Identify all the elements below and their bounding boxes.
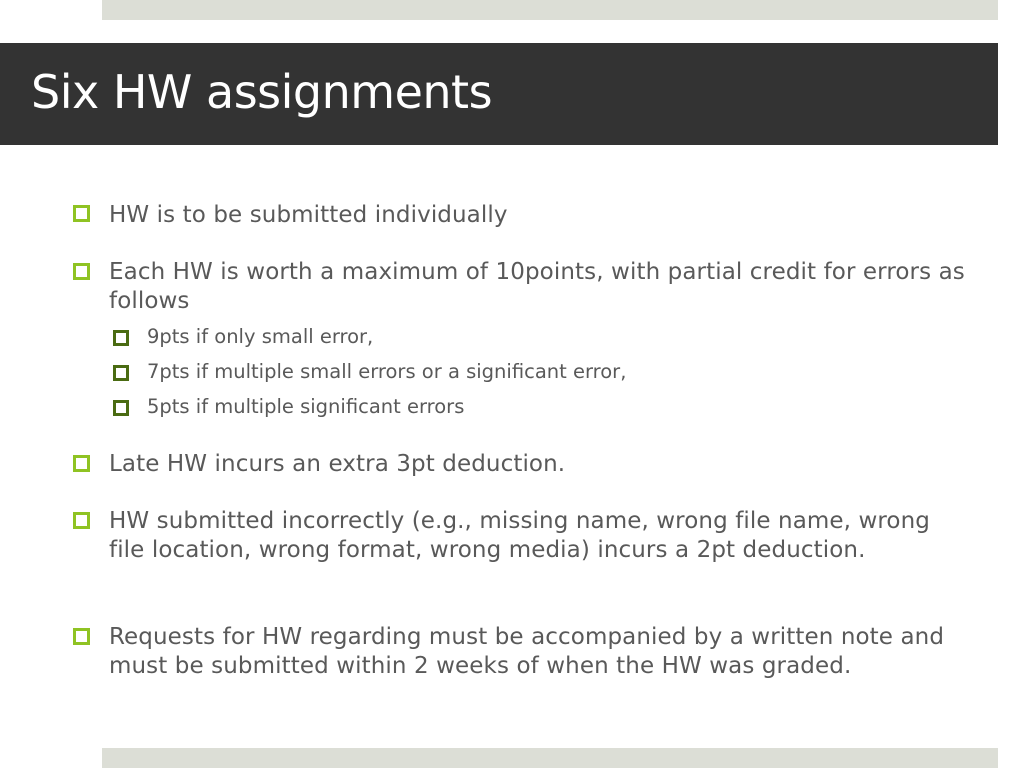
slide-title: Six HW assignments <box>31 65 493 119</box>
bullet-item: Requests for HW regarding must be accompanied by a written note and must be submitted within 2 weeks of when the HW was graded. <box>109 624 945 679</box>
square-sub-bullet-icon <box>113 330 129 346</box>
sub-bullet-item: 7pts if multiple small errors or a significant error, <box>147 360 627 383</box>
bullet-item: HW is to be submitted individually <box>109 202 508 228</box>
square-bullet-icon <box>73 628 90 645</box>
bullet-item: Each HW is worth a maximum of 10points, with partial credit for errors as follows <box>109 259 965 314</box>
bottom-decor-band <box>102 748 998 768</box>
bullet-item: Late HW incurs an extra 3pt deduction. <box>109 451 566 477</box>
sub-bullet-item: 9pts if only small error, <box>147 325 374 348</box>
square-bullet-icon <box>73 263 90 280</box>
square-sub-bullet-icon <box>113 365 129 381</box>
bullet-item: HW submitted incorrectly (e.g., missing name, wrong file name, wrong file location, wrong format, wrong media) incurs a 2pt deduction. <box>109 508 930 563</box>
square-bullet-icon <box>73 205 90 222</box>
square-bullet-icon <box>73 512 90 529</box>
square-sub-bullet-icon <box>113 400 129 416</box>
square-bullet-icon <box>73 455 90 472</box>
sub-bullet-item: 5pts if multiple significant errors <box>147 395 465 418</box>
